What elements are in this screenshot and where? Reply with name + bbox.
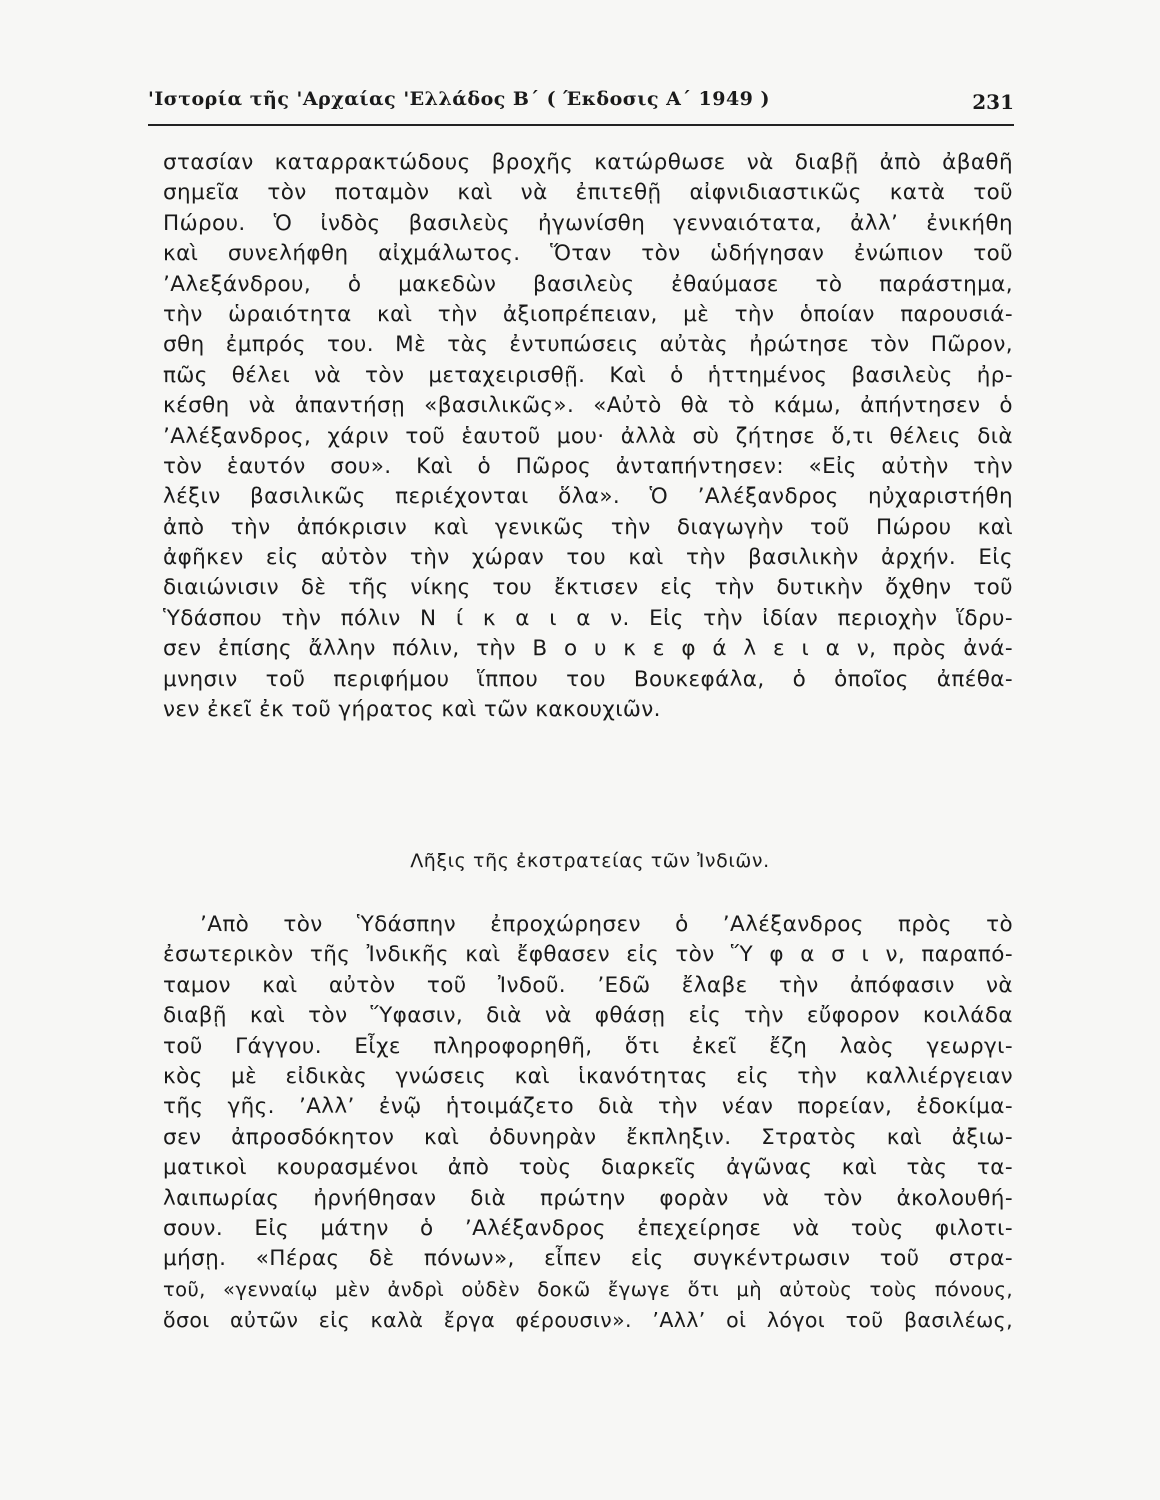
text-line: κέσθη νὰ ἀπαντήσῃ «βασιλικῶς». «Αὐτὸ θὰ τὸ κάμω, ἀπήντησεν ὁ bbox=[163, 393, 1013, 419]
text-line: πῶς θέλει νὰ τὸν μεταχειρισθῇ. Καὶ ὁ ἡττημένος βασιλεὺς ἠρ- bbox=[163, 362, 1013, 388]
text-line: λαιπωρίας ἠρνήθησαν διὰ πρώτην φορὰν νὰ τὸν ἀκολουθή- bbox=[163, 1185, 1013, 1211]
text-line: τοῦ Γάγγου. Εἶχε πληροφορηθῆ, ὅτι ἐκεῖ ἔζη λαὸς γεωργι- bbox=[163, 1033, 1013, 1059]
text-line: ἀπὸ τὴν ἀπόκρισιν καὶ γενικῶς τὴν διαγωγὴν τοῦ Πώρου καὶ bbox=[163, 514, 1013, 540]
page-number: 231 bbox=[972, 90, 1014, 114]
text-line: ματικοὶ κουρασμένοι ἀπὸ τοὺς διαρκεῖς ἀγῶνας καὶ τὰς τα- bbox=[163, 1155, 1013, 1181]
header-title: 'Ιστορία τῆς 'Αρχαίας 'Ελλάδος Β΄ ( Έκδοσις Α΄ 1949 ) bbox=[148, 88, 771, 110]
paragraph-1 bbox=[163, 148, 1013, 725]
section-heading-text: Λῆξις τῆς ἐκστρατείας τῶν Ἰνδιῶν. bbox=[410, 850, 770, 872]
text-line: σημεῖα τὸν ποταμὸν καὶ νὰ ἐπιτεθῇ αἰφνιδιαστικῶς κατὰ τοῦ bbox=[163, 180, 1013, 206]
text-line: τοῦ, «γενναίῳ μὲν ἀνδρὶ οὐδὲν δοκῶ ἔγωγε ὅτι μὴ αὐτοὺς τοὺς πόνους, bbox=[163, 1277, 1013, 1301]
text-line: ἀφῆκεν εἰς αὐτὸν τὴν χώραν του καὶ τὴν βασιλικὴν ἀρχήν. Εἰς bbox=[163, 545, 1013, 571]
text-line: τὴν ὡραιότητα καὶ τὴν ἀξιοπρέπειαν, μὲ τὴν ὁποίαν παρουσιά- bbox=[163, 301, 1013, 327]
text-line: Πώρου. Ὁ ἰνδὸς βασιλεὺς ἠγωνίσθη γενναιότατα, ἀλλ’ ἐνικήθη bbox=[163, 210, 1013, 236]
text-line: λέξιν βασιλικῶς περιέχονται ὅλα». Ὁ ’Αλέξανδρος ηὐχαριστήθη bbox=[163, 484, 1013, 510]
text-line: ταμον καὶ αὐτὸν τοῦ Ἰνδοῦ. ’Εδῶ ἔλαβε τὴν ἀπόφασιν νὰ bbox=[163, 972, 1013, 998]
text-line: καὶ συνελήφθη αἰχμάλωτος. Ὅταν τὸν ὡδήγησαν ἐνώπιον τοῦ bbox=[163, 241, 1013, 267]
section-heading bbox=[0, 850, 1160, 872]
text-line: τὸν ἑαυτόν σου». Καὶ ὁ Πῶρος ἀνταπήντησεν: «Εἰς αὐτὴν τὴν bbox=[163, 453, 1013, 479]
text-line: διαιώνισιν δὲ τῆς νίκης του ἔκτισεν εἰς τὴν δυτικὴν ὄχθην τοῦ bbox=[163, 575, 1013, 601]
text-line: σθη ἐμπρός του. Μὲ τὰς ἐντυπώσεις αὐτὰς ἠρώτησε τὸν Πῶρον, bbox=[163, 332, 1013, 358]
text-line: Ὑδάσπου τὴν πόλιν Ν ί κ α ι α ν. Εἰς τὴν ἰδίαν περιοχὴν ἵδρυ- bbox=[163, 605, 1013, 631]
text-line: σεν ἀπροσδόκητον καὶ ὀδυνηρὰν ἔκπληξιν. Στρατὸς καὶ ἀξιω- bbox=[163, 1124, 1013, 1150]
text-line: ἐσωτερικὸν τῆς Ἰνδικῆς καὶ ἔφθασεν εἰς τὸν Ὕ φ α σ ι ν, παραπό- bbox=[163, 942, 1013, 968]
text-line: σουν. Εἰς μάτην ὁ ’Αλέξανδρος ἐπεχείρησε νὰ τοὺς φιλοτι- bbox=[163, 1215, 1013, 1241]
text-line: ’Απὸ τὸν Ὑδάσπην ἐπροχώρησεν ὁ ’Αλέξανδρος πρὸς τὸ bbox=[200, 912, 1013, 937]
text-line: μνησιν τοῦ περιφήμου ἵππου του Βουκεφάλα, ὁ ὁποῖος ἀπέθα- bbox=[163, 666, 1013, 692]
text-line: μήσῃ. «Πέρας δὲ πόνων», εἶπεν εἰς συγκέντρωσιν τοῦ στρα- bbox=[163, 1246, 1013, 1272]
text-line: ’Αλεξάνδρου, ὁ μακεδὼν βασιλεὺς ἐθαύμασε τὸ παράστημα, bbox=[163, 271, 1013, 297]
paragraph-2 bbox=[163, 910, 1013, 1335]
text-line: διαβῇ καὶ τὸν Ὕφασιν, διὰ νὰ φθάσῃ εἰς τὴν εὔφορον κοιλάδα bbox=[163, 1003, 1013, 1029]
running-header bbox=[148, 84, 1014, 126]
text-line: νεν ἐκεῖ ἐκ τοῦ γήρατος καὶ τῶν κακουχιῶν. bbox=[163, 697, 661, 723]
text-line: τῆς γῆς. ’Αλλ’ ἐνῷ ἡτοιμάζετο διὰ τὴν νέαν πορείαν, ἐδοκίμα- bbox=[163, 1094, 1013, 1120]
text-line: ὅσοι αὐτῶν εἰς καλὰ ἔργα φέρουσιν». ’Αλλ’ οἱ λόγοι τοῦ βασιλέως, bbox=[163, 1308, 1013, 1333]
text-line: στασίαν καταρρακτώδους βροχῆς κατώρθωσε νὰ διαβῇ ἀπὸ ἀβαθῆ bbox=[163, 150, 1013, 175]
text-line: σεν ἐπίσης ἄλλην πόλιν, τὴν Β ο υ κ ε φ ά λ ε ι α ν, πρὸς ἀνά- bbox=[163, 636, 1013, 662]
text-line: ’Αλέξανδρος, χάριν τοῦ ἑαυτοῦ μου· ἀλλὰ σὺ ζήτησε ὅ,τι θέλεις διὰ bbox=[163, 423, 1013, 449]
text-line: κὸς μὲ εἰδικὰς γνώσεις καὶ ἱκανότητας εἰς τὴν καλλιέργειαν bbox=[163, 1063, 1013, 1089]
